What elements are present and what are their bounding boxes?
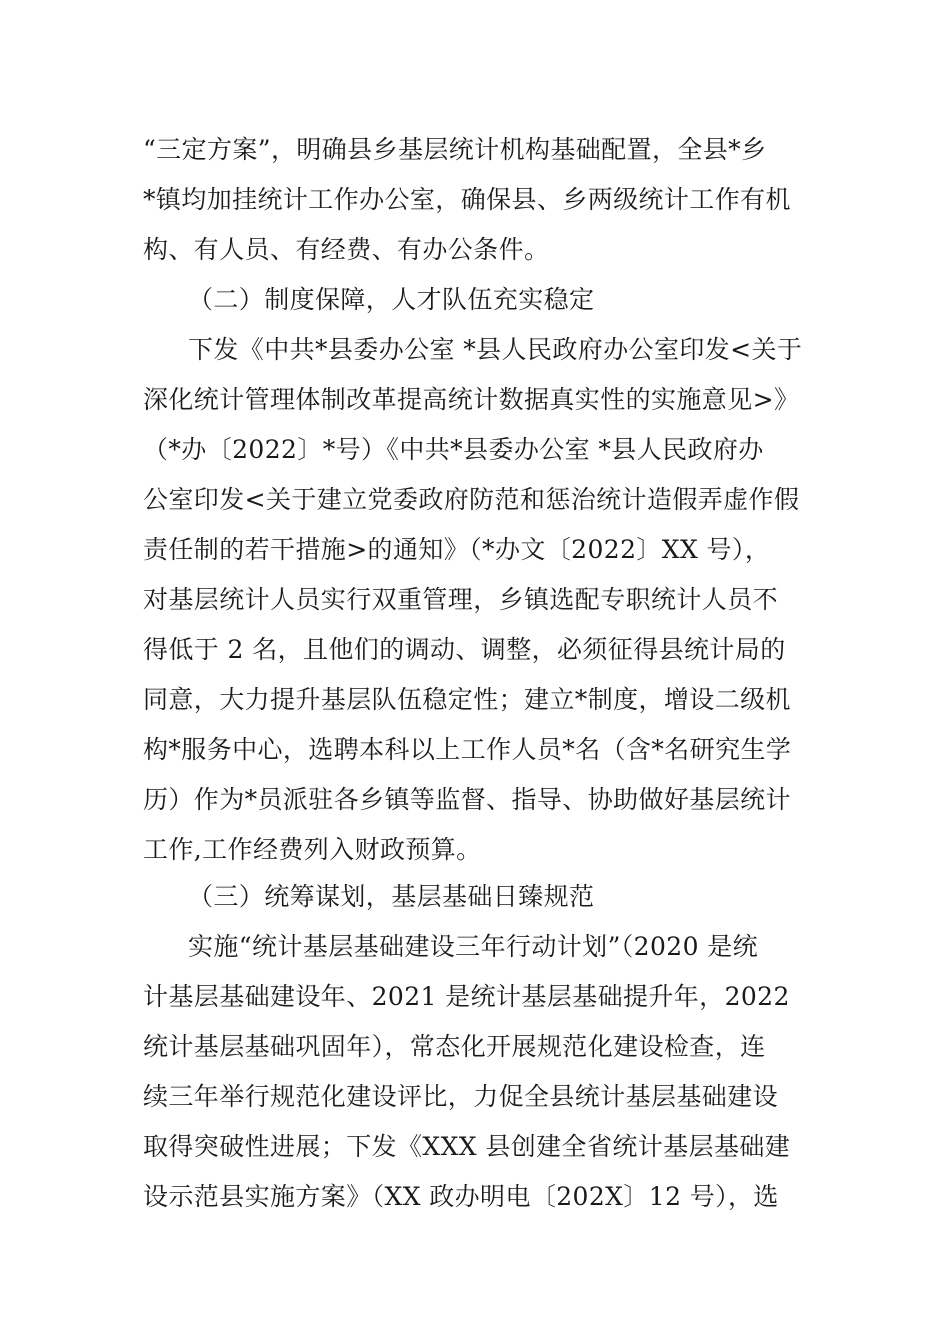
paragraph-1-line-3: 构、有人员、有经费、有办公条件。 — [143, 235, 550, 264]
section-heading-2: （二）制度保障，人才队伍充实稳定 — [188, 285, 595, 314]
paragraph-3-line-1: 实施“统计基层基础建设三年行动计划”（2020 是统 — [188, 932, 759, 961]
paragraph-2-line-4: 公室印发<关于建立党委政府防范和惩治统计造假弄虚作假 — [143, 485, 800, 514]
paragraph-3-line-3: 统计基层基础巩固年），常态化开展规范化建设检查，连 — [143, 1032, 766, 1061]
paragraph-2-line-5: 责任制的若干措施>的通知》（*办文〔2022〕XX 号）， — [143, 535, 771, 564]
paragraph-1-line-1: “三定方案”，明确县乡基层统计机构基础配置，全县*乡 — [143, 135, 767, 164]
paragraph-2-line-6: 对基层统计人员实行双重管理，乡镇选配专职统计人员不 — [143, 585, 779, 614]
paragraph-1-line-2: *镇均加挂统计工作办公室，确保县、乡两级统计工作有机 — [143, 185, 791, 214]
paragraph-3-line-2: 计基层基础建设年、2021 是统计基层基础提升年，2022 — [143, 982, 790, 1011]
paragraph-2-line-2: 深化统计管理体制改革提高统计数据真实性的实施意见>》 — [143, 385, 800, 414]
paragraph-2-line-7: 得低于 2 名，且他们的调动、调整，必须征得县统计局的 — [143, 635, 786, 664]
paragraph-2-line-11: 工作,工作经费列入财政预算。 — [143, 835, 482, 864]
paragraph-2-line-10: 历）作为*员派驻各乡镇等监督、指导、协助做好基层统计 — [143, 785, 791, 814]
paragraph-3-line-4: 续三年举行规范化建设评比，力促全县统计基层基础建设 — [143, 1082, 779, 1111]
paragraph-3-line-5: 取得突破性进展；下发《XXX 县创建全省统计基层基础建 — [143, 1132, 791, 1161]
paragraph-2-line-1: 下发《中共*县委办公室 *县人民政府办公室印发<关于 — [188, 335, 803, 364]
paragraph-2-line-9: 构*服务中心，选聘本科以上工作人员*名（含*名研究生学 — [143, 735, 792, 764]
paragraph-3-line-6: 设示范县实施方案》（XX 政办明电〔202X〕12 号），选 — [143, 1182, 779, 1211]
paragraph-2-line-3: （*办〔2022〕*号）《中共*县委办公室 *县人民政府办 — [143, 435, 764, 464]
section-heading-3: （三）统筹谋划，基层基础日臻规范 — [188, 882, 595, 911]
paragraph-2-line-8: 同意，大力提升基层队伍稳定性；建立*制度，增设二级机 — [143, 685, 791, 714]
